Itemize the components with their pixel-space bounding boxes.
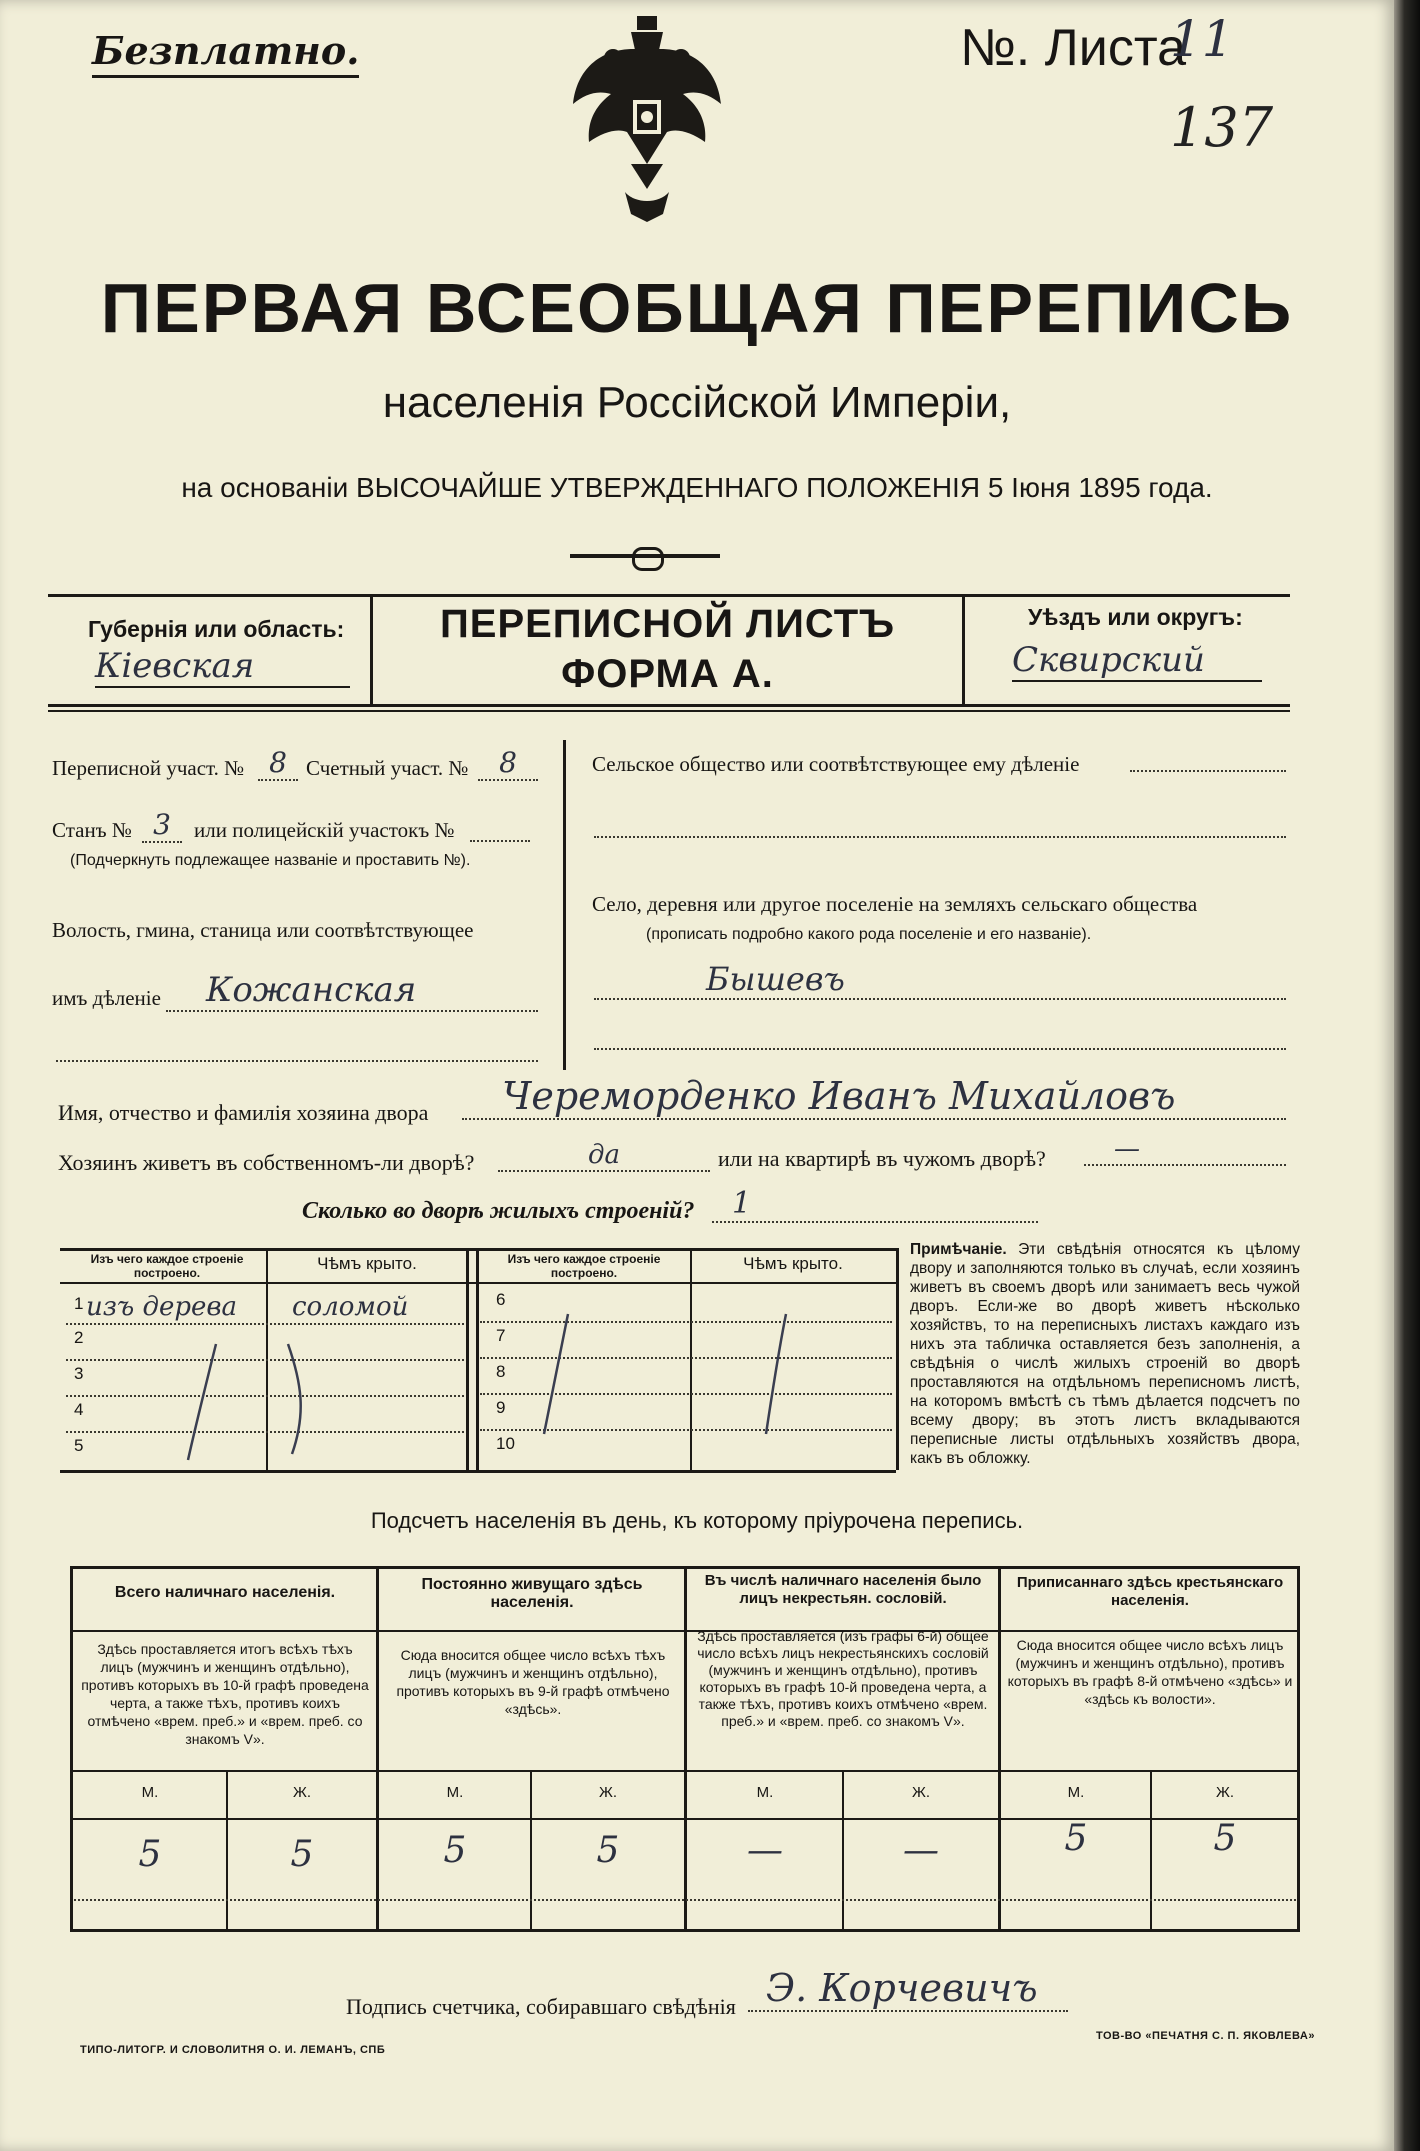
province-label: Губернія или область: <box>88 616 345 642</box>
building-row-num: 10 <box>496 1434 515 1453</box>
building-row-num: 4 <box>74 1400 84 1419</box>
female-count: — <box>903 1830 939 1871</box>
male-count: — <box>747 1830 783 1871</box>
male-label: М. <box>756 1784 774 1801</box>
sheet-number-value: 11 <box>1170 10 1234 68</box>
summary-col-desc: Здѣсь проставляется (изъ графы 6-й) общее число всѣхъ лицъ некрестьянскихъ сословій (мужчинъ и женщинъ отдѣльно), противъ которыхъ въ графѣ 10-й проведена черта, а также тѣхъ, противъ коихъ отмѣчено «врем. преб.» и «врем. преб. со знакомъ V». <box>697 1628 989 1729</box>
pen-strokes <box>66 1284 896 1470</box>
stan-value: 3 <box>142 808 182 843</box>
archive-number: 137 <box>1170 96 1274 159</box>
police-label: или полицейскій участокъ № <box>194 818 455 842</box>
building-row-num: 6 <box>496 1290 506 1309</box>
note <box>910 1240 1300 1468</box>
female-label: Ж. <box>911 1784 931 1801</box>
printer-right: ТОВ-ВО «ПЕЧАТНЯ С. П. ЯКОВЛЕВА» <box>1096 2030 1315 2042</box>
society-value-line <box>1130 768 1286 772</box>
village-line-2 <box>594 1046 1286 1050</box>
sheet-number-label: №. Листа <box>960 19 1187 77</box>
buildings-label: Сколько во дворѣ жилыхъ строеній? <box>302 1198 695 1224</box>
stan-note: (Подчеркнуть подлежащее названіе и проставить №). <box>70 852 471 869</box>
male-label: М. <box>141 1784 159 1801</box>
census-subtitle: населенія Россійской Имперіи, <box>382 378 1012 427</box>
volost-extra-line <box>56 1058 538 1062</box>
building-row-num: 7 <box>496 1326 506 1345</box>
col-material-header-2: Изъ чего каждое строеніе построено. <box>507 1252 661 1280</box>
female-label: Ж. <box>1215 1784 1235 1801</box>
female-count: 5 <box>290 1834 314 1875</box>
village-label: Село, деревня или другое поселеніе на земляхъ сельскаго общества <box>592 892 1198 916</box>
district-value: Сквирский <box>1012 640 1262 682</box>
police-value-line <box>470 838 530 842</box>
female-count: 5 <box>596 1830 620 1871</box>
printer-left: ТИПО-ЛИТОГР. И СЛОВОЛИТНЯ О. И. ЛЕМАНЪ, СПБ <box>80 2044 386 2056</box>
note-title: Примѣчаніе. <box>910 1241 1007 1258</box>
own-yard-label: Хозяинъ живетъ въ собственномъ-ли дворѣ? <box>58 1150 475 1175</box>
male-count: 5 <box>443 1830 467 1871</box>
building-row-num: 3 <box>74 1364 84 1383</box>
census-basis: на основаніи ВЫСОЧАЙШЕ УТВЕРЖДЕННАГО ПОЛОЖЕНІЯ 5 Іюня 1895 года. <box>181 472 1213 503</box>
male-count: 5 <box>1064 1818 1088 1859</box>
summary-col-title: Всего наличнаго населенія. <box>114 1584 336 1601</box>
signature-label: Подпись счетчика, собиравшаго свѣдѣнія <box>346 1994 736 2019</box>
male-count: 5 <box>138 1834 162 1875</box>
stan-label: Станъ № <box>52 818 132 842</box>
summary-col-desc: Здѣсь проставляется итогъ всѣхъ тѣхъ лицъ (мужчинъ и женщинъ отдѣльно), противъ которыхъ въ 10-й графѣ проведена черта, а также тѣхъ, противъ коихъ отмѣчено «врем. преб.» и «врем. преб. со знакомъ V». <box>81 1641 369 1747</box>
male-label: М. <box>1067 1784 1085 1801</box>
summary-col-desc: Сюда вносится общее число всѣхъ тѣхъ лицъ (мужчинъ и женщинъ отдѣльно), противъ которыхъ въ 9-й графѣ отмѣчено «здѣсь». <box>396 1647 670 1717</box>
census-section-value: 8 <box>258 746 298 781</box>
ornament-knot-icon <box>632 547 664 571</box>
summary-col-title: Приписаннаго здѣсь крестьянскаго населенія. <box>1016 1574 1284 1609</box>
female-label: Ж. <box>598 1784 618 1801</box>
summary-heading: Подсчетъ населенія въ день, къ которому пріурочена перепись. <box>370 1508 1024 1533</box>
double-headed-eagle-icon <box>565 14 730 239</box>
census-section-label: Переписной участ. № <box>52 756 245 780</box>
census-title: ПЕРВАЯ ВСЕОБЩАЯ ПЕРЕПИСЬ <box>100 269 1294 347</box>
col-material-header: Изъ чего каждое строеніе построено. <box>90 1252 244 1280</box>
volost-label-2: имъ дѣленіе <box>52 986 161 1010</box>
district-label: Уѣздъ или округъ: <box>1028 604 1243 630</box>
counting-section-value: 8 <box>478 746 538 781</box>
note-text: Эти свѣдѣнія относятся къ цѣлому двору и заполняются только въ случаѣ, если хозяинъ живетъ въ своемъ дворѣ или занимаетъ весь чужой дворъ. Если-же во дворѣ живетъ нѣсколько хозяйствъ, то на переписныхъ листахъ каждаго изъ нихъ эта табличка оставляется безъ заполненія, а свѣдѣнія о числѣ жилыхъ строеній во дворѣ проставляются на отдѣльномъ переписномъ листѣ, на которомъ вмѣстѣ съ тѣмъ дѣлается подсчетъ по всему двору; въ этотъ листъ вкладываются переписные листы отдѣльныхъ хозяйствъ двора, какъ въ обложку. <box>910 1241 1300 1467</box>
counting-section-label: Счетный участ. № <box>306 756 469 780</box>
page-edge-shadow <box>1394 0 1420 2151</box>
building-row-num: 2 <box>74 1328 84 1347</box>
rented-label: или на квартирѣ въ чужомъ дворѣ? <box>718 1146 1046 1171</box>
form-title: ПЕРЕПИСНОЙ ЛИСТЪ <box>440 602 895 646</box>
summary-col-desc: Сюда вносится общее число всѣхъ лицъ (мужчинъ и женщинъ отдѣльно), противъ которыхъ въ графѣ 8-й отмѣчено «здѣсь» и «здѣсь къ волости». <box>1007 1637 1293 1707</box>
female-label: Ж. <box>292 1784 312 1801</box>
own-yard-value: да <box>498 1140 710 1172</box>
female-count: 5 <box>1213 1818 1237 1859</box>
building-row-num: 8 <box>496 1362 506 1381</box>
buildings-value: 1 <box>712 1186 1038 1223</box>
free-label: Безплатно. <box>92 28 359 78</box>
province-value: Кіевская <box>95 646 350 688</box>
male-label: М. <box>446 1784 464 1801</box>
rented-value: — <box>1084 1134 1286 1166</box>
owner-name-label: Имя, отчество и фамилія хозяина двора <box>58 1100 429 1125</box>
summary-col-title: Въ числѣ наличнаго населенія было лицъ некрестьян. сословій. <box>704 1572 982 1607</box>
volost-label: Волость, гмина, станица или соотвѣтствующее <box>52 918 474 942</box>
census-sheet: Безплатно. №. Листа 11 137 ПЕРВАЯ ВСЕОБЩАЯ ПЕРЕПИСЬ населенія Россійской Имперіи, на основаніи ВЫСОЧАЙШЕ УТВЕРЖДЕННАГО ПОЛОЖЕНІЯ 5 Іюня 1895 года. Губернія или область: Кіевская ПЕРЕПИСНОЙ ЛИСТЪ ФОРМА А. Уѣздъ или округъ: Сквирский Переписной участ. № 8 Счетный участ. № 8 Станъ № 3 или полицейскій участокъ № (Подчеркнуть подлежащее названіе и проставить №). Волость, гмина, станица или соотвѣтствующее имъ дѣленіе Кожанская Сельское общество или соотвѣтствующее ему дѣленіе Село, деревня или другое поселеніе на земляхъ сельскаго общества (прописать подробно какого рода поселеніе и его названіе). Бышевъ Имя, отчество и фамилія хозяина двора Череморденко Иванъ Михайловъ Хозяинъ живетъ въ собственномъ-ли дворѣ? да или на квартирѣ въ чужомъ дворѣ? — Сколько во дворѣ жилыхъ строеній? 1 Изъ чего каждое строеніе построено. Чѣмъ крыто. Изъ чего каждое строеніе построено. Чѣмъ крыто. 1 изъ дерева соломой 2 3 4 5 6 7 8 9 10 Примѣчаніе. Эти свѣдѣнія относятся къ цѣлому двору и заполняются только въ случаѣ, если хозяинъ живетъ въ своемъ дворѣ или занимаетъ весь чужой дворъ. Если-же во дворѣ живетъ нѣсколько хозяйствъ, то на переписныхъ листахъ каждаго изъ нихъ эта табличка оставляется безъ заполненія, а свѣдѣнія о числѣ жилыхъ строеній во дворѣ проставляются на отдѣльномъ переписномъ листѣ, на которомъ вмѣстѣ съ тѣмъ дѣлается подсчетъ по всему двору; въ этотъ листъ вкладываются переписные листы отдѣльныхъ хозяйствъ двора, какъ въ обложку. Подсчетъ населенія въ день, къ которому пріурочена перепись. Всего наличнаго населенія. Здѣсь проставляется итогъ всѣхъ тѣхъ лицъ (мужчинъ и женщинъ отдѣльно), противъ которыхъ въ 10-й графѣ проведена черта, а также тѣхъ, противъ коихъ отмѣчено «врем. преб.» и «врем. преб. со знакомъ V». М. Ж. 5 5 Постоянно живущаго здѣсь населенія. Сюда вносится общее число всѣхъ тѣхъ лицъ (мужчинъ и женщинъ отдѣльно), противъ которыхъ въ 9-й графѣ отмѣчено «здѣсь». М. Ж. 5 5 Въ числѣ наличнаго населенія было лицъ некрестьян. сословій. Здѣсь проставляется (изъ графы 6-й) общее число всѣхъ лицъ некрестьянскихъ сословій (мужчинъ и женщинъ отдѣльно), противъ которыхъ въ графѣ 10-й проведена черта, а также тѣхъ, противъ коихъ отмѣчено «врем. преб.» и «врем. преб. со знакомъ V». М. Ж. — — Приписаннаго здѣсь крестьянскаго населенія. Сюда вносится общее число всѣхъ лицъ (мужчинъ и женщинъ отдѣльно), противъ которыхъ въ графѣ 8-й отмѣчено «здѣсь» и «здѣсь къ волости». М. Ж. 5 5 Подпись счетчика, собиравшаго свѣдѣнія Э. Корчевичъ ТИПО-ЛИТОГР. И СЛОВОЛИТНЯ О. И. ЛЕМАНЪ, СПБ ТОВ-ВО «ПЕЧАТНЯ С. П. ЯКОВЛЕВА» <box>0 0 1394 2151</box>
col-roof-header-2: Чѣмъ крыто. <box>743 1254 843 1273</box>
building-row-num: 5 <box>74 1436 84 1455</box>
building-row-num: 9 <box>496 1398 506 1417</box>
enumerator-signature: Э. Корчевичъ <box>748 1966 1068 2012</box>
village-value: Бышевъ <box>594 960 1286 1000</box>
col-roof-header: Чѣмъ крыто. <box>317 1254 417 1273</box>
society-line-2 <box>594 834 1286 838</box>
summary-col-title: Постоянно живущаго здѣсь населенія. <box>421 1576 643 1611</box>
owner-name-value: Череморденко Иванъ Михайловъ <box>462 1074 1286 1120</box>
village-note: (прописать подробно какого рода поселеніе и его названіе). <box>646 926 1092 943</box>
form-subtitle: ФОРМА А. <box>561 652 774 696</box>
society-label: Сельское общество или соотвѣтствующее ему дѣленіе <box>592 752 1080 776</box>
volost-value: Кожанская <box>166 970 538 1012</box>
